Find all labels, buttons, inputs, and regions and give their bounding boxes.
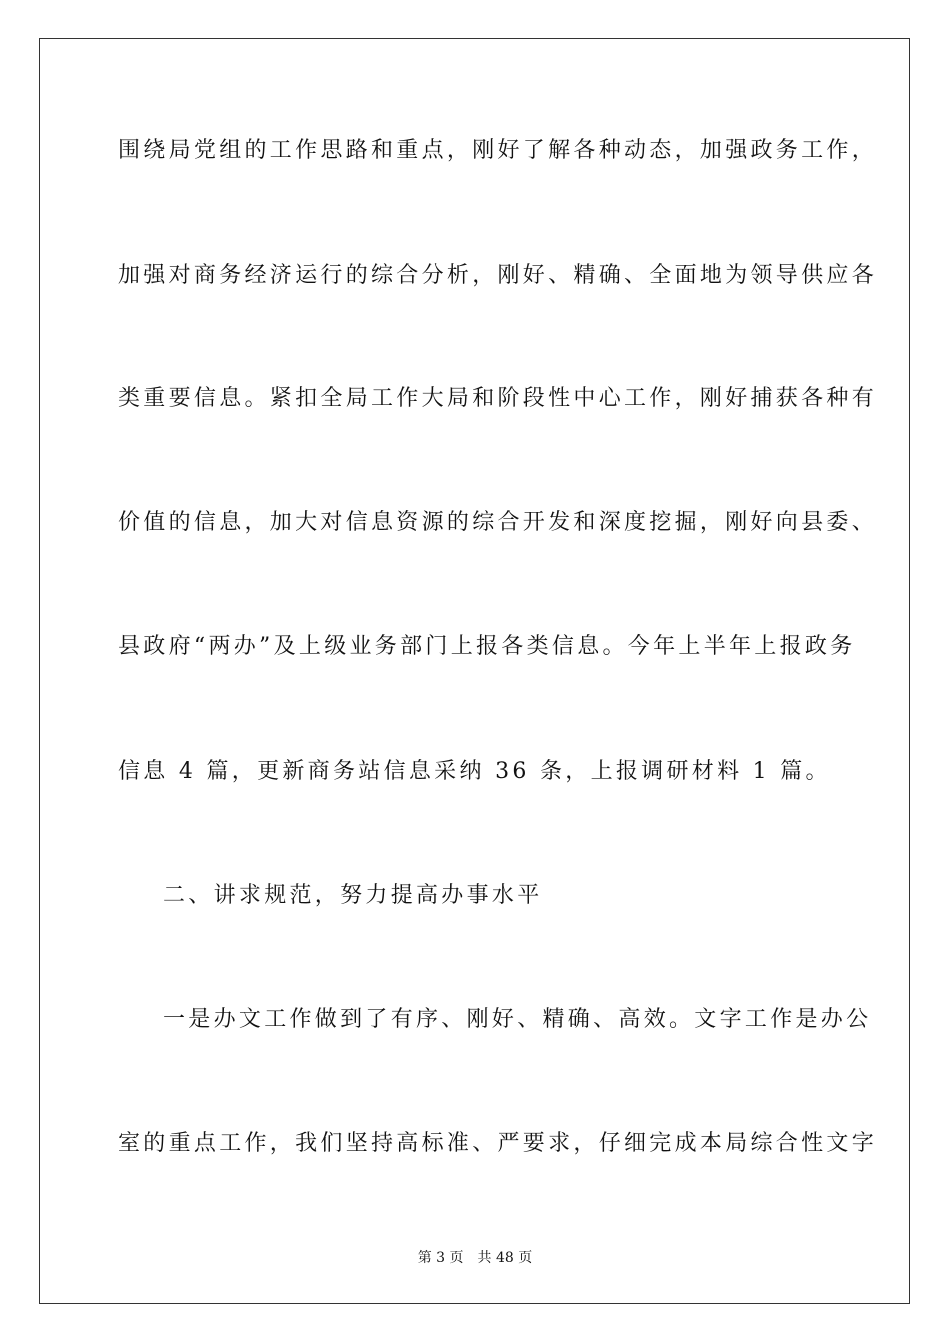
body-text-line: 类重要信息。紧扣全局工作大局和阶段性中心工作，刚好捕获各种有 — [118, 386, 878, 411]
page-number: 第 3 页 — [417, 1250, 464, 1266]
page-border — [39, 38, 910, 1304]
page-footer — [0, 1249, 950, 1267]
body-text-line: 县政府“两办”及上级业务部门上报各类信息。今年上半年上报政务 — [118, 634, 856, 659]
page-total: 共 48 页 — [477, 1250, 533, 1266]
body-text-line: 加强对商务经济运行的综合分析，刚好、精确、全面地为领导供应各 — [118, 263, 878, 288]
section-heading: 二、讲求规范，努力提高办事水平 — [163, 883, 543, 908]
body-text-line: 价值的信息，加大对信息资源的综合开发和深度挖掘，刚好向县委、 — [118, 510, 878, 535]
body-text-line: 信息 4 篇，更新商务站信息采纳 36 条，上报调研材料 1 篇。 — [118, 759, 831, 784]
body-text-line: 围绕局党组的工作思路和重点，刚好了解各种动态，加强政务工作， — [118, 138, 878, 163]
body-text-line: 一是办文工作做到了有序、刚好、精确、高效。文字工作是办公 — [163, 1007, 872, 1032]
body-text-line: 室的重点工作，我们坚持高标准、严要求，仔细完成本局综合性文字 — [118, 1131, 878, 1156]
